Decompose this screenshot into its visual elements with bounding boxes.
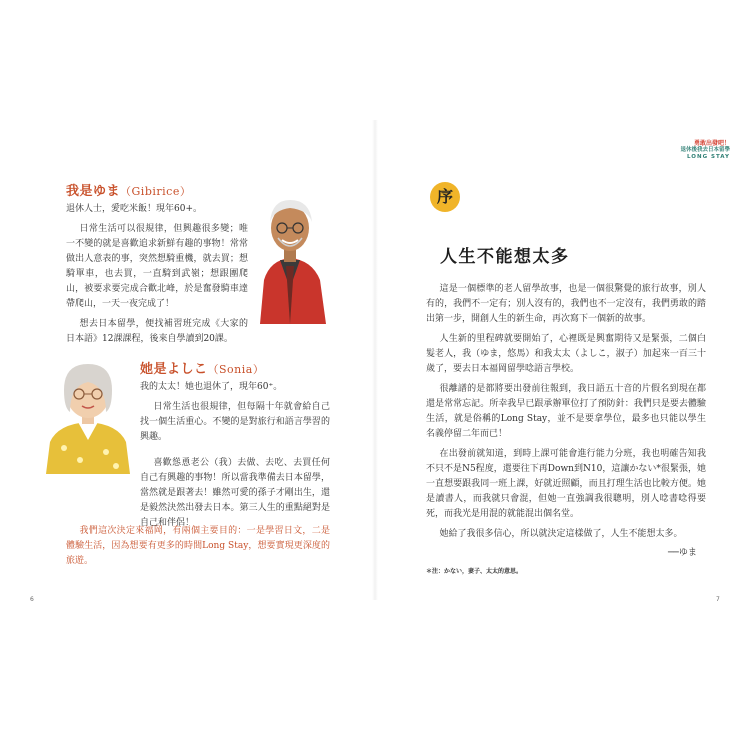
- series-line1: 勇敢出發吧！: [693, 140, 730, 147]
- person2-heading: [140, 358, 264, 377]
- footnote: ＊注：かない，妻子、太太的意思。: [426, 568, 523, 575]
- person1-alias: （Gibirice）: [120, 185, 192, 198]
- person2-bio-paragraph: 我的太太！她也退休了，現年60⁺。: [140, 382, 283, 392]
- preface-paragraph: 這是一個標準的老人留學故事，也是一個很驚覺的旅行故事，別人有的，我們不一定有；別人沒有的，我們也不一定沒有，我們勇敢的踏出第一步，開創人生的新生命，再次寫下一個新的故事。: [426, 284, 706, 324]
- preface-body: [426, 282, 706, 547]
- closing-text: 我們這次決定來福岡，有兩個主要目的：一是學習日文，二是體驗生活，因為想要有更多的時間Long Stay，想要實現更深度的旅遊。: [66, 526, 330, 566]
- page-number-left: 6: [30, 596, 34, 603]
- person2-bio-paragraph: 日常生活也很規律，但每隔十年就會給自己找一個生活重心。不變的是對旅行和語言學習的興趣。: [140, 402, 330, 442]
- series-line2: 退休後我去日本留學: [680, 147, 730, 153]
- author-signature: ──ゆま: [668, 548, 697, 558]
- person1-bio-paragraph: 退休人士，愛吃米飯！現年60+。: [66, 204, 202, 214]
- page-number-right: 7: [716, 596, 720, 603]
- preface-paragraph: 在出發前就知道，到時上課可能會進行能力分班，我也明確告知我不只不是N5程度，還要往下再Down到N10，這讓かない*很緊張，她一直想要跟我同一班上課，好就近照顧，而且打理生活也比較方便。她是讀書人，而我就只會混，但她一直強調我很聰明，別人唸書唸得要死，而我光是用混的就能混出個名堂。: [426, 449, 706, 519]
- person2-name: 她是よしこ: [140, 362, 208, 377]
- preface-badge: 序: [430, 182, 460, 212]
- person1-bio: [66, 202, 248, 352]
- preface-paragraph: 人生新的里程碑就要開始了，心裡既是興奮期待又是緊張，二個白髮老人，我（ゆま，悠馬）和我太太（よしこ，淑子）加起來一百三十歲了，要去日本福岡留學唸語言學校。: [426, 334, 706, 374]
- preface-paragraph: 她給了我很多信心，所以就決定這樣做了，人生不能想太多。: [439, 529, 683, 539]
- series-line3: LONG STAY: [686, 154, 730, 160]
- person2-bio-paragraph: 喜歡慫恿老公（我）去做、去吃、去買任何自己有興趣的事物！所以當我準備去日本留學，當然就是跟著去！雖然可愛的孫子才剛出生，還是毅然決然出發去日本。第三人生的重點絕對是自己和伴侶！: [140, 458, 330, 528]
- closing-paragraph: [66, 524, 330, 574]
- man-portrait-illustration: [250, 188, 336, 324]
- preface-paragraph: 很離譜的是都將要出發前往報到，我日語五十音的片假名到現在都還是常常忘記。所幸我早已跟承辦單位打了預防針：我們只是要去體驗生活，就是俗稱的Long Stay，並不是要拿學位，最多也只能以學生名義停留二年而已！: [426, 384, 706, 439]
- person2-bio-top: [140, 380, 330, 450]
- person2-alias: （Sonia）: [207, 363, 265, 376]
- person1-bio-paragraph: 日常生活可以很規律，但興趣很多變；唯一不變的就是喜歡追求新鮮有趣的事物！常常做出人意表的事，突然想騎重機，就去買；想騎單車，也去買，一直騎到武嶺；想跟團爬山，被要求要完成合歡北峰，於是奮發騎車達帶爬山，一天一夜完成了！: [66, 224, 248, 309]
- book-gutter: [372, 120, 378, 600]
- preface-title: 人生不能想太多: [440, 247, 570, 267]
- person1-bio-paragraph: 想去日本留學，便找補習班完成《大家的日本語》12課課程，後來自學讀到20課。: [66, 319, 248, 344]
- series-tag: [640, 140, 730, 161]
- person1-name: 我是ゆま: [66, 184, 121, 199]
- person1-heading: [66, 180, 191, 199]
